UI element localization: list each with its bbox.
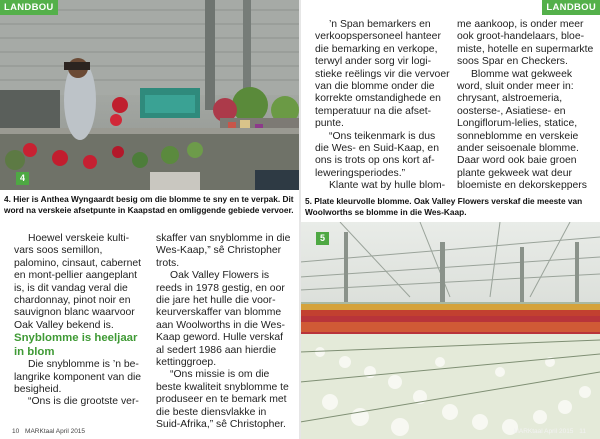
issue-date: April 2015	[55, 428, 86, 435]
section-label: LANDBOU	[0, 0, 58, 15]
page-footer	[513, 428, 590, 435]
page-gutter	[299, 0, 301, 439]
magazine-name: MARKtaal	[513, 428, 543, 435]
photo-flower-packing	[0, 0, 300, 190]
paragraph: me aankoop, is onder meer ook groot-handelaars, bloe-miste, hotelle en supermarkte soos Spar en Checkers.	[457, 19, 594, 68]
page-number: 11	[579, 428, 586, 435]
magazine-name: MARKtaal	[25, 428, 55, 435]
paragraph: Die snyblomme is ’n be-langrike komponent van die besigheid.	[14, 359, 142, 396]
page-footer	[12, 428, 85, 435]
photo-greenhouse-image	[300, 222, 600, 439]
photo-greenhouse	[300, 222, 600, 439]
photo-caption: 5. Plate kleurvolle blomme. Oak Valley Flowers verskaf die meeste van Woolworths se blomme in die Wes-Kaap.	[305, 196, 583, 217]
paragraph: “Ons teikenmark is dus die Wes- en Suid-Kaap, en ons is trots op ons kort af-leweringsperiodes.”	[315, 130, 439, 179]
photo-caption: 4. Hier is Anthea Wyngaardt besig om die blomme te sny en te verpak. Dit word na verskeie afsetpunte in Kaapstad en omliggende gebiede vervoer.	[4, 194, 294, 215]
text-column-2	[156, 233, 291, 432]
paragraph: Klante wat by hulle blom-	[329, 180, 446, 192]
paragraph: ’n Span bemarkers en verkoopspersoneel hanteer die bemarking en verkope, terwyl ander sorg vir logi-stieke reëlings vir die vervoer van die blomme onder die korrekte omstandighede en temperatuur na die afset-punte.	[315, 19, 450, 130]
photo-number-badge: 4	[16, 172, 29, 185]
paragraph: “Ons is die grootste ver-	[28, 396, 139, 408]
subheading: Snyblomme is heeljaar in blom	[14, 332, 138, 358]
right-page	[300, 0, 600, 439]
paragraph: Oak Valley Flowers is reeds in 1978 gestig, en oor die jare het hulle die voor-keurverskaffer van blomme aan Woolworths in die Wes-Kaap geword. Hulle verskaf al sedert 1986 aan hierdie kettinggroep.	[156, 270, 285, 369]
page-number: 10	[12, 428, 20, 435]
photo-number-badge: 5	[316, 232, 329, 245]
text-column-1	[14, 233, 146, 409]
paragraph: Blomme wat gekweek word, sluit onder meer in: chrysant, alstroemeria, oosterse-, Asiatiese- en Longiflorum-lelies, statice, sonneblomme en verskeie ander seisoenale blomme. Daar word ook baie groen plante gekweek wat deur bloemiste en dekorskeppers	[457, 68, 587, 192]
paragraph: Hoewel verskeie kulti-vars soos semillon, palomino, cinsaut, cabernet en mont-pellier aangeplant is, is dit vandag veral die chardonnay, pinot noir en sauvignon blanc waarvoor Oak Valley bekend is.	[14, 233, 142, 331]
paragraph: “Ons missie is om die beste kwaliteit snyblomme te produseer en te bemark met die beste diensvlakke in Suid-Afrika,” sê Christopher.	[156, 369, 289, 431]
section-label: LANDBOU	[542, 0, 600, 15]
text-column-1	[315, 19, 451, 193]
issue-date: April 2015	[544, 428, 574, 435]
text-column-2	[457, 19, 595, 193]
paragraph: skaffer van snyblomme in die Wes-Kaap,” sê Christopher trots.	[156, 233, 291, 269]
photo-flower-packing-image	[0, 0, 300, 190]
